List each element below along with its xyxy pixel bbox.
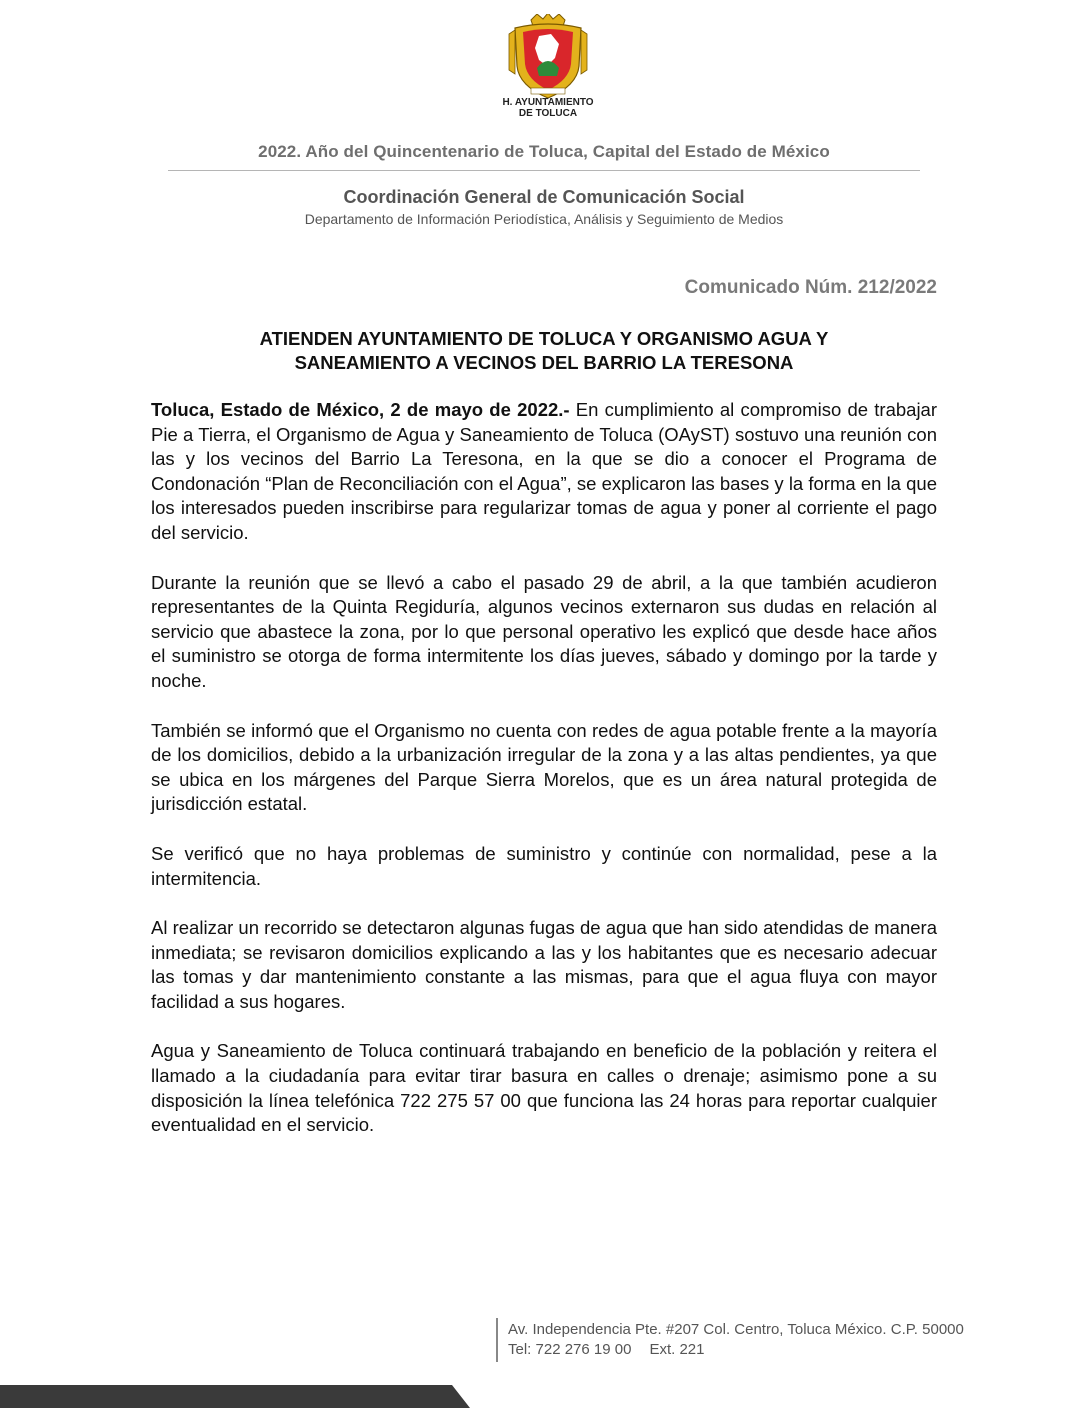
headline-line2: SANEAMIENTO A VECINOS DEL BARRIO LA TERESONA xyxy=(294,352,794,373)
coordination-title: Coordinación General de Comunicación Social xyxy=(343,187,745,207)
header-divider xyxy=(168,170,920,171)
headline-line1: ATIENDEN AYUNTAMIENTO DE TOLUCA Y ORGANISMO AGUA Y xyxy=(259,328,829,349)
footer-contact xyxy=(508,1320,964,1360)
footer-divider xyxy=(496,1318,498,1362)
paragraph-3: También se informó que el Organismo no cuenta con redes de agua potable frente a la mayoría de los domicilios, debido a la urbanización irregular de la zona y a las altas pendientes, ya que se ubica en los márgenes del Parque Sierra Morelos, que es un área natural protegida de jurisdicción estatal. xyxy=(151,719,937,815)
footer-extension: Ext. 221 xyxy=(649,1341,705,1358)
paragraph-6: Agua y Saneamiento de Toluca continuará trabajando en beneficio de la población y reitera el llamado a la ciudadanía para evitar tirar basura en calles o drenaje; asimismo pone a su disposición la línea telefónica 722 275 57 00 que funciona las 24 horas para reportar cualquier eventualidad en el servicio. xyxy=(151,1040,937,1136)
logo-caption-line2: DE TOLUCA xyxy=(518,108,578,119)
paragraph-4: Se verificó que no haya problemas de suministro y continúe con normalidad, pese a la intermitencia. xyxy=(151,842,937,889)
paragraph-5: Al realizar un recorrido se detectaron algunas fugas de agua que han sido atendidas de manera inmediata; se revisaron domicilios explicando a las y los habitantes que es necesario adecuar las tomas y dar mantenimiento constante a las mismas, para que el agua fluya con mayor facilidad a sus hogares. xyxy=(151,917,937,1012)
article-body xyxy=(151,398,937,1163)
logo-caption xyxy=(470,97,626,119)
logo-caption-line1: H. AYUNTAMIENTO xyxy=(502,97,594,108)
dateline: Toluca, Estado de México, 2 de mayo de 2022.- xyxy=(151,399,570,420)
footer-decorative-band xyxy=(0,1385,470,1408)
footer-phone-row xyxy=(508,1340,964,1360)
footer-phone: Tel: 722 276 19 00 xyxy=(508,1341,632,1358)
year-motto: 2022. Año del Quincentenario de Toluca, Capital del Estado de México xyxy=(258,142,830,161)
footer-address: Av. Independencia Pte. #207 Col. Centro, Toluca México. C.P. 50000 xyxy=(508,1321,964,1338)
paragraph-1 xyxy=(151,398,937,546)
paragraph-2: Durante la reunión que se llevó a cabo el pasado 29 de abril, a la que también acudieron representantes de la Quinta Regiduría, algunos vecinos externaron sus dudas en relación al servicio que abastece la zona, por lo que personal operativo les explicó que desde hace años el suministro se otorga de forma intermitente los días jueves, sábado y domingo por la tarde y noche. xyxy=(151,571,937,691)
release-number: Comunicado Núm. 212/2022 xyxy=(684,277,937,298)
headline xyxy=(151,327,937,375)
department-subtitle: Departamento de Información Periodística, Análisis y Seguimiento de Medios xyxy=(304,211,784,227)
paragraph-1-text: En cumplimiento al compromiso de trabajar Pie a Tierra, el Organismo de Agua y Saneamiento de Toluca (OAySТ) sostuvo una reunión con las y los vecinos del Barrio La Teresona, en la que se dio a conocer el Programa de Condonación “Plan de Reconciliación con el Agua”, se explicaron las bases y la forma en la que los interesados pueden inscribirse para regularizar tomas de agua y poner al corriente el pago del servicio. xyxy=(151,399,937,543)
